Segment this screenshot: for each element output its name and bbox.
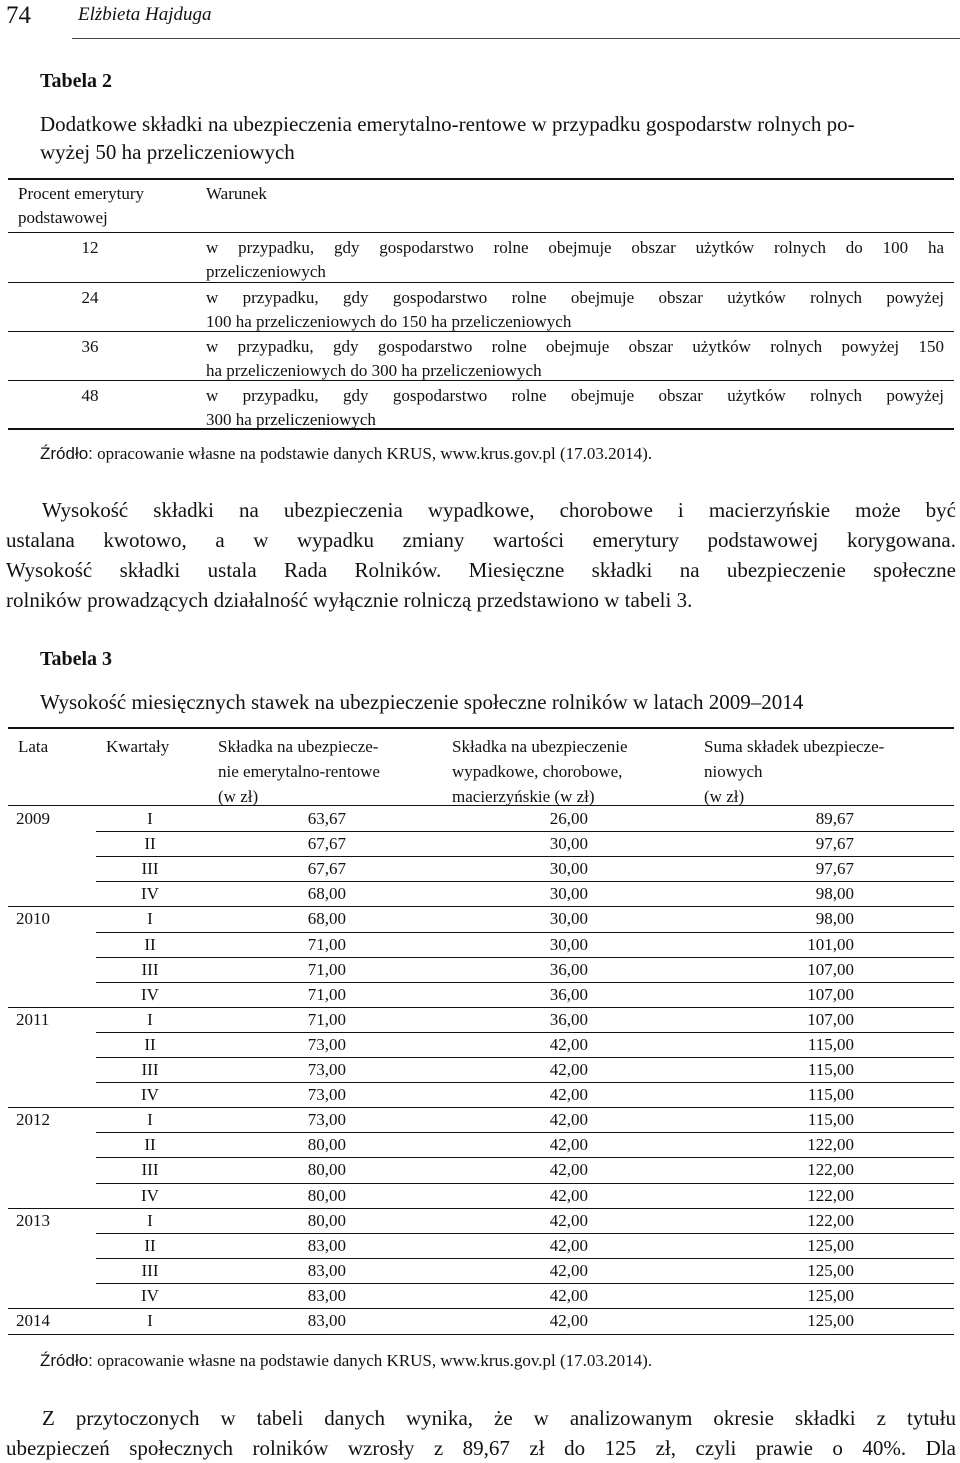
table3-quarter-cell: III <box>141 859 159 879</box>
table3-quarter-cell: II <box>144 1235 156 1255</box>
table3-row-rule <box>96 1283 954 1284</box>
table3-year-cell: 2012 <box>16 1110 50 1130</box>
table3-row-rule <box>96 1057 954 1058</box>
table3-sum-cell: 107,00 <box>807 984 854 1004</box>
table3-quarter-cell: I <box>147 809 153 828</box>
table3-quarter-cell: IV <box>141 1185 159 1205</box>
paragraph1-line4: rolników prowadzących działalność wyłącznie rolniczą przedstawiono w tabeli 3. <box>6 588 693 612</box>
table3-quarter-cell: III <box>141 959 159 979</box>
table3-quarter-cell: I <box>147 1311 153 1330</box>
table3-accident-cell: 42,00 <box>549 1160 588 1180</box>
table3-pension-cell: 71,00 <box>307 984 346 1004</box>
table2-condition-line1: w przypadku, gdy gospodarstwo rolne obejmuje obszar użytków rolnych powyżej 150 <box>206 337 944 356</box>
table3-sum-cell: 125,00 <box>807 1235 854 1255</box>
table3-accident-cell: 42,00 <box>549 1185 588 1205</box>
table3-year-rule <box>8 1308 954 1309</box>
table2-percent-cell: 48 <box>81 386 99 405</box>
table2-bottom-rule <box>8 428 954 430</box>
table3-row-rule <box>96 1157 954 1158</box>
table3-sum-cell: 122,00 <box>807 1160 854 1180</box>
table2-percent-cell: 24 <box>81 288 99 307</box>
table2-percent-cell: 12 <box>81 238 99 257</box>
table3-sum-cell: 107,00 <box>807 1009 854 1029</box>
table2-condition-line1: w przypadku, gdy gospodarstwo rolne obejmuje obszar użytków rolnych do 100 ha <box>206 238 944 257</box>
table3-quarter-cell: IV <box>141 1285 159 1305</box>
table3-source <box>40 1351 652 1371</box>
table3-quarter-cell: I <box>147 1009 153 1029</box>
table3-source-text: opracowanie własne na podstawie danych KRUS, www.krus.gov.pl (17.03.2014). <box>97 1351 653 1370</box>
table3-sum-cell: 125,00 <box>807 1260 854 1280</box>
table3-source-label: Źródło: <box>40 1351 93 1370</box>
table3-quarter-cell: IV <box>141 984 159 1004</box>
table3-quarter-cell: IV <box>141 1085 159 1105</box>
table3-sum-cell: 122,00 <box>807 1210 854 1230</box>
table3-year-cell: 2014 <box>16 1311 50 1330</box>
table3-pension-cell: 83,00 <box>307 1260 346 1280</box>
table2-title: Tabela 2 <box>40 70 113 92</box>
table2-percent-cell: 36 <box>81 337 99 356</box>
body-paragraph-2 <box>6 1403 956 1463</box>
table3-quarter-cell: I <box>147 1110 153 1130</box>
table3-pension-cell: 63,67 <box>307 809 346 828</box>
table3-sum-cell: 122,00 <box>807 1135 854 1155</box>
table2-header-col1-line2: podstawowej <box>18 208 108 227</box>
table3-accident-cell: 42,00 <box>549 1060 588 1079</box>
table3-sum-cell: 115,00 <box>807 1110 854 1130</box>
table3-sum-cell: 107,00 <box>807 959 854 979</box>
table3-accident-cell: 42,00 <box>549 1085 588 1105</box>
table3-header-pension-line2: nie emerytalno-rentowe <box>218 762 380 781</box>
table3-pension-cell: 68,00 <box>307 909 346 929</box>
table3-title: Tabela 3 <box>40 648 113 670</box>
table3-row-rule <box>96 1032 954 1033</box>
table3-header-lata: Lata <box>18 737 49 756</box>
table3-year-cell: 2009 <box>16 809 50 828</box>
table2-header-rule <box>8 232 954 233</box>
page-number: 74 <box>6 2 31 29</box>
table2-caption-line2: wyżej 50 ha przeliczeniowych <box>40 140 295 164</box>
body-paragraph-1 <box>6 495 956 615</box>
table3-quarter-cell: III <box>141 1160 159 1180</box>
table3-header-accident-line1: Składka na ubezpieczenie <box>452 737 628 756</box>
table3-header-pension-line1: Składka na ubezpiecze- <box>218 737 379 756</box>
table3-pension-cell: 83,00 <box>307 1235 346 1255</box>
table3-accident-cell: 42,00 <box>549 1034 588 1054</box>
table3-accident-cell: 30,00 <box>549 909 588 929</box>
table3-row-rule <box>96 881 954 882</box>
table3-pension-cell: 80,00 <box>307 1185 346 1205</box>
table3-pension-cell: 67,67 <box>307 834 346 854</box>
table3-header-kwartaly: Kwartały <box>106 737 170 756</box>
table3-row-rule <box>96 932 954 933</box>
table3-pension-cell: 71,00 <box>307 959 346 979</box>
table3-sum-cell: 97,67 <box>815 859 854 879</box>
table2-source <box>40 444 652 464</box>
table3-year-cell: 2011 <box>16 1009 50 1029</box>
table3-pension-cell: 73,00 <box>307 1034 346 1054</box>
table3-sum-cell: 115,00 <box>807 1060 854 1079</box>
table3-quarter-cell: II <box>144 834 156 854</box>
table3-sum-cell: 89,67 <box>815 809 854 828</box>
table3-sum-cell: 115,00 <box>807 1085 854 1105</box>
paragraph1-line2: ustalana kwotowo, a w wypadku zmiany wartości emerytury podstawowej korygowana. <box>6 528 956 552</box>
table3-row-rule <box>96 1258 954 1259</box>
paragraph2-line2: ubezpieczeń społecznych rolników wzrosły z 89,67 zł do 125 zł, czyli prawie o 40%. Dla <box>6 1436 956 1460</box>
table2-condition-cell <box>206 286 944 334</box>
table3-header-sum-line3: (w zł) <box>704 787 745 806</box>
table2-caption <box>40 110 960 166</box>
table3-pension-cell: 73,00 <box>307 1060 346 1079</box>
table3-accident-cell: 26,00 <box>549 809 588 828</box>
table3-accident-cell: 42,00 <box>549 1135 588 1155</box>
table3-header-accident-line3: macierzyńskie (w zł) <box>452 787 595 806</box>
table3-accident-cell: 42,00 <box>549 1311 588 1330</box>
table3-accident-cell: 42,00 <box>549 1260 588 1280</box>
table2-source-text: opracowanie własne na podstawie danych KRUS, www.krus.gov.pl (17.03.2014). <box>97 444 653 463</box>
table3-pension-cell: 71,00 <box>307 1009 346 1029</box>
table3-year-rule <box>8 1208 954 1209</box>
table3-accident-cell: 42,00 <box>549 1285 588 1305</box>
table3-accident-cell: 42,00 <box>549 1210 588 1230</box>
paragraph1-line3: Wysokość składki ustala Rada Rolników. Miesięczne składki na ubezpieczenie społeczne <box>6 558 956 582</box>
table3-header-sum-line1: Suma składek ubezpiecze- <box>704 737 885 756</box>
table3-accident-cell: 42,00 <box>549 1235 588 1255</box>
table3-top-rule <box>8 727 954 729</box>
table2-row-rule <box>8 331 954 332</box>
table3-pension-cell: 80,00 <box>307 1160 346 1180</box>
table3-accident-cell: 30,00 <box>549 859 588 879</box>
paragraph1-line1: Wysokość składki na ubezpieczenia wypadkowe, chorobowe i macierzyńskie może być <box>42 498 956 522</box>
table3-sum-cell: 122,00 <box>807 1185 854 1205</box>
running-header-author: Elżbieta Hajduga <box>78 4 212 25</box>
table3-sum-cell: 97,67 <box>815 834 854 854</box>
table2-condition-line2: 100 ha przeliczeniowych do 150 ha przeliczeniowych <box>206 312 572 331</box>
table3-row-rule <box>96 1183 954 1184</box>
table3-year-rule <box>8 1107 954 1108</box>
table3-pension-cell: 71,00 <box>307 934 346 954</box>
table3-year-rule <box>8 906 954 907</box>
table3-year-cell: 2013 <box>16 1210 50 1230</box>
table2-condition-cell <box>206 384 944 432</box>
table3-header-pension <box>218 734 380 809</box>
table3-row-rule <box>96 1082 954 1083</box>
table3-header-accident <box>452 734 628 809</box>
table3-pension-cell: 83,00 <box>307 1285 346 1305</box>
table3-header-accident-line2: wypadkowe, chorobowe, <box>452 762 623 781</box>
table2-header-col1 <box>18 182 144 230</box>
table3-quarter-cell: II <box>144 1034 156 1054</box>
table3-header-sum <box>704 734 884 809</box>
table3-accident-cell: 42,00 <box>549 1110 588 1130</box>
table2-condition-line2: 300 ha przeliczeniowych <box>206 410 376 429</box>
table2-source-label: Źródło: <box>40 444 93 463</box>
table2-row-rule <box>8 282 954 283</box>
header-rule <box>72 38 960 39</box>
table2-top-rule <box>8 178 954 180</box>
table3-pension-cell: 80,00 <box>307 1210 346 1230</box>
table3-bottom-rule <box>8 1334 954 1335</box>
table3-quarter-cell: II <box>144 1135 156 1155</box>
table3-sum-cell: 115,00 <box>807 1034 854 1054</box>
table3-accident-cell: 36,00 <box>549 959 588 979</box>
table3-quarter-cell: III <box>141 1260 159 1280</box>
table2-condition-line2: ha przeliczeniowych do 300 ha przeliczeniowych <box>206 361 542 380</box>
table3-sum-cell: 101,00 <box>807 934 854 954</box>
table2-condition-cell <box>206 236 944 284</box>
table3-row-rule <box>96 1233 954 1234</box>
table3-sum-cell: 125,00 <box>807 1311 854 1330</box>
table2-header-col1-line1: Procent emerytury <box>18 184 145 203</box>
table3-quarter-cell: I <box>147 909 153 929</box>
table3-accident-cell: 30,00 <box>549 884 588 904</box>
table3-pension-cell: 67,67 <box>307 859 346 879</box>
table2-condition-cell <box>206 335 944 383</box>
table3-pension-cell: 68,00 <box>307 884 346 904</box>
table3-pension-cell: 73,00 <box>307 1085 346 1105</box>
table3-year-rule <box>8 1007 954 1008</box>
table3-year-cell: 2010 <box>16 909 50 929</box>
paragraph2-line1: Z przytoczonych w tabeli danych wynika, że w analizowanym okresie składki z tytułu <box>42 1406 956 1430</box>
table3-header-sum-line2: niowych <box>704 762 763 781</box>
table3-header-pension-line3: (w zł) <box>218 787 259 806</box>
table3-sum-cell: 98,00 <box>815 884 854 904</box>
table3-pension-cell: 80,00 <box>307 1135 346 1155</box>
table3-accident-cell: 30,00 <box>549 834 588 854</box>
table2-condition-line1: w przypadku, gdy gospodarstwo rolne obejmuje obszar użytków rolnych powyżej <box>206 288 944 307</box>
table3-pension-cell: 83,00 <box>307 1311 346 1330</box>
table3-quarter-cell: III <box>141 1060 159 1079</box>
table3-row-rule <box>96 982 954 983</box>
table2-condition-line2: przeliczeniowych <box>206 262 326 281</box>
table3-quarter-cell: IV <box>141 884 159 904</box>
table3-row-rule <box>96 1132 954 1133</box>
table3-caption: Wysokość miesięcznych stawek na ubezpieczenie społeczne rolników w latach 2009–2014 <box>40 690 804 714</box>
table2-header-col2: Warunek <box>206 184 267 203</box>
table3-quarter-cell: I <box>147 1210 153 1230</box>
table3-row-rule <box>96 856 954 857</box>
table3-row-rule <box>96 831 954 832</box>
table3-quarter-cell: II <box>144 934 156 954</box>
table2-condition-line1: w przypadku, gdy gospodarstwo rolne obejmuje obszar użytków rolnych powyżej <box>206 386 944 405</box>
table2-caption-line1: Dodatkowe składki na ubezpieczenia emerytalno-rentowe w przypadku gospodarstw rolnych po- <box>40 112 855 136</box>
table3-pension-cell: 73,00 <box>307 1110 346 1130</box>
table3-sum-cell: 98,00 <box>815 909 854 929</box>
table3-row-rule <box>96 957 954 958</box>
table3-accident-cell: 36,00 <box>549 984 588 1004</box>
table3-accident-cell: 30,00 <box>549 934 588 954</box>
table3-accident-cell: 36,00 <box>549 1009 588 1029</box>
table3-sum-cell: 125,00 <box>807 1285 854 1305</box>
table2-row-rule <box>8 380 954 381</box>
